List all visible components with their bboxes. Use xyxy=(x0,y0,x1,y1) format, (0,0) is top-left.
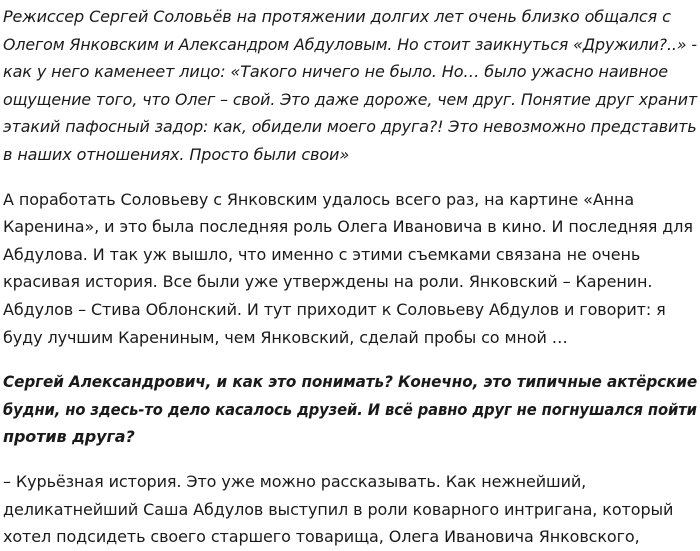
intro-line: ощущение того, что Олег – свой. Это даже дороже, чем друг. Понятие друг хранит xyxy=(3,89,698,109)
intro-line: Олегом Янковским и Александром Абдуловым. Но стоит заикнуться «Дружили?..» - xyxy=(3,34,697,54)
answer-line: – Курьёзная история. Это уже можно рассказывать. Как нежнейший, xyxy=(3,471,587,491)
interview-question xyxy=(3,368,697,451)
intro-line: как у него каменеет лицо: «Такого ничего не было. Но… было ужасно наивное xyxy=(3,62,668,82)
paragraph-line: Абдулова. И так уж вышло, что именно с этими съемками связана не очень xyxy=(3,244,641,264)
paragraph-line: буду лучшим Карениным, чем Янковский, сделай пробы со мной … xyxy=(3,327,568,347)
intro-line: в наших отношениях. Просто были свои» xyxy=(3,144,350,164)
paragraph xyxy=(3,186,697,352)
answer-line: деликатнейший Саша Абдулов выступил в роли коварного интригана, который xyxy=(3,499,674,519)
paragraph-line: А поработать Соловьеву с Янковским удалось всего раз, на картине «Анна xyxy=(3,189,635,209)
question-line: против друга? xyxy=(3,427,135,447)
paragraph-gap xyxy=(3,351,697,368)
paragraph-line: Каренина», и это была последняя роль Олега Ивановича в кино. И последняя для xyxy=(3,217,693,237)
intro-line: этакий пафосный задор: как, обидели моего друга?! Это невозможно представить xyxy=(3,117,697,137)
paragraph-gap xyxy=(3,451,697,468)
question-line: будни, но здесь-то дело касалось друзей. И всё равно друг не погнушался пойти xyxy=(3,399,697,419)
paragraph-line: Абдулов – Стива Облонский. И тут приходит к Соловьеву Абдулов и говорит: я xyxy=(3,299,666,319)
intro-line: Режиссер Сергей Соловьёв на протяжении долгих лет очень близко общался с xyxy=(3,7,671,26)
paragraph-line: красивая история. Все были уже утверждены на роли. Янковский – Каренин. xyxy=(3,272,653,292)
interview-answer xyxy=(3,468,697,551)
paragraph-gap xyxy=(3,169,697,186)
intro-quote xyxy=(3,3,697,169)
question-line: Сергей Александрович, и как это понимать? Конечно, это типичные актёрские xyxy=(3,372,698,392)
answer-line: хотел подсидеть своего старшего товарища, Олега Ивановича Янковского, xyxy=(3,527,640,547)
article-body xyxy=(3,3,697,551)
